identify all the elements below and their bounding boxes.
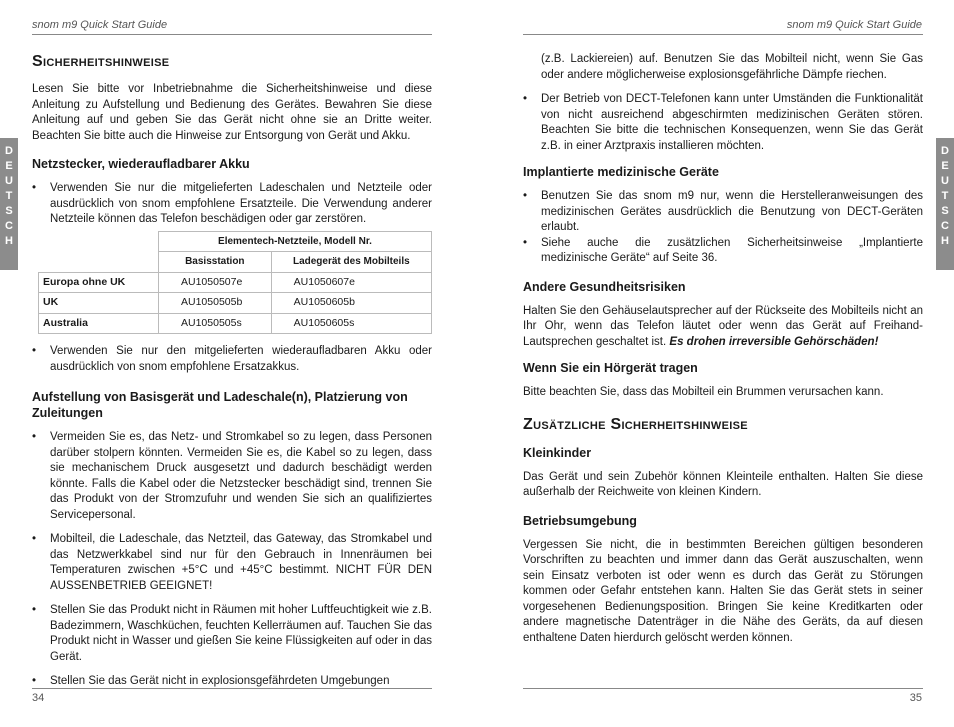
tab-letter: E <box>5 160 13 172</box>
tab-letter: C <box>5 220 13 232</box>
heading-setup: Aufstellung von Basisgerät und Ladeschale(n), Platzierung von Zuleitungen <box>32 390 408 420</box>
footer-rule <box>32 688 432 689</box>
tab-letter: E <box>941 160 949 172</box>
heading-medical: Implantierte medizinische Geräte <box>523 165 719 179</box>
power-supply-table <box>38 231 432 335</box>
right-content <box>523 52 923 646</box>
setup-list <box>32 430 432 690</box>
language-tab-right <box>936 138 954 270</box>
list-item: • Vermeiden Sie es, das Netz- und Stromkabel so zu legen, dass Personen darüber stolpern könnten. Vermeiden Sie es, die Kabel so zu legen, dass sie mechanischem Druck ausgesetzt und dadurch beschädigt werden könnte. Falls die Kabel oder die Netzstecker beschädigt sind, trennen Sie das Produkt von der Stromzufuhr und wenden Sie sich an qualifiziertes Servicepersonal. <box>32 430 432 523</box>
table-row <box>39 293 432 314</box>
tab-letter: S <box>941 205 949 217</box>
tab-letter: U <box>5 175 13 187</box>
table-row <box>39 313 432 334</box>
section-title: Sicherheitshinweise <box>32 53 170 70</box>
table-caption: Elementech-Netzteile, Modell Nr. <box>159 231 432 252</box>
table-row <box>39 272 432 293</box>
running-header-left: snom m9 Quick Start Guide <box>32 19 168 31</box>
power-list <box>32 181 432 228</box>
list-item: • Siehe auche die zusätzlichen Sicherheitsinweise „Implantierte medizinische Geräte“ auf Seite 36. <box>523 236 923 267</box>
page-number-right: 35 <box>909 692 922 704</box>
tab-letter: H <box>941 235 949 247</box>
power-list-2 <box>32 344 432 375</box>
tab-letter: D <box>941 145 949 157</box>
list-item: • Stellen Sie das Produkt nicht in Räumen mit hoher Luftfeuchtigkeit wie z.B. Badezimmern, Waschküchen, feuchten Kellerräumen auf. Tauchen Sie das Produkt nicht in Wasser und gießen Sie keine Flüssigkeiten auf oder in das Gerät. <box>32 603 432 665</box>
medical-list <box>523 189 923 267</box>
cell-charger: AU1050607e <box>271 272 431 293</box>
tab-letter: C <box>941 220 949 232</box>
cell-base: AU1050505s <box>159 313 272 334</box>
kids-paragraph: Das Gerät und sein Zubehör können Kleinteile enthalten. Halten Sie diese außerhalb der Reichweite von kleinen Kindern. <box>523 470 923 498</box>
right-page <box>477 0 954 727</box>
header-rule <box>523 34 923 35</box>
list-item: • Verwenden Sie nur den mitgelieferten wiederaufladbaren Akku oder ausdrücklich von snom empfohlene Ersatzakkus. <box>32 344 432 375</box>
list-item: • Der Betrieb von DECT-Telefonen kann unter Umständen die Funktionalität von nicht ausreichend abgeschirmten medizinischen Geräten stören. Beachten Sie bitte die technischen Konsequenzen, wenn Sie das Gerät z.B. in einer Arztpraxis installieren möchten. <box>523 92 923 154</box>
cell-base: AU1050505b <box>159 293 272 314</box>
heading-power: Netzstecker, wiederaufladbarer Akku <box>32 157 250 171</box>
health-warning: Es drohen irreversible Gehörschäden! <box>669 335 879 348</box>
heading-environment: Betriebsumgebung <box>523 513 637 528</box>
table-header-charger: Ladegerät des Mobilteils <box>271 252 431 273</box>
heading-hearing: Wenn Sie ein Hörgerät tragen <box>523 361 698 375</box>
environment-paragraph: Vergessen Sie nicht, die in bestimmten Bereichen gültigen besonderen Vorschriften zu beachten und immer dann das Gerät auszuschalten, wenn sein Einsatz verboten ist oder wenn es durch das Gerät zu Störungen kommen oder Gefahr entstehen kann. Halten Sie das Gerät stets in seiner vorgesehenen Bedienungsposition. Bringen Sie keine Kreditkarten oder andere magnetische Datenträger in die Nähe des Geräts, da auf diesen enthaltene Daten hierdurch gelöscht werden können. <box>523 538 923 644</box>
hearing-paragraph: Bitte beachten Sie, dass das Mobilteil ein Brummen verursachen kann. <box>523 386 884 398</box>
tab-letter: S <box>5 205 13 217</box>
cell-charger: AU1050605s <box>271 313 431 334</box>
page-number-left: 34 <box>32 692 45 704</box>
health-text: Halten Sie den Gehäuselautsprecher auf der Rückseite des Mobilteils nicht an Ihr Ohr, wenn das Telefon läutet oder wenn das Gerät auf Freihand-Lautsprechen geschaltet ist. <box>523 304 923 348</box>
section-title-2: Zusätzliche Sicherheitshinweise <box>523 415 748 433</box>
continued-paragraph: (z.B. Lackiereien) auf. Benutzen Sie das Mobilteil nicht, wenn Sie Gas oder andere möglicherweise explosionsgefährliche Dämpfe riechen. <box>541 53 923 81</box>
row-label: Europa ohne UK <box>39 272 159 293</box>
language-tab-left <box>0 138 18 270</box>
tab-letter: T <box>5 190 13 202</box>
list-item: • Mobilteil, die Ladeschale, das Netzteil, das Gateway, das Stromkabel und das Netzwerkkabel sind nur für den Gebrauch in Innenräumen bei Temperaturen zwischen +5°C und +45°C bestimmt. NICHT FÜR DEN AUSSENBETRIEB GEEIGNET! <box>32 532 432 594</box>
footer-rule <box>523 688 923 689</box>
intro-paragraph: Lesen Sie bitte vor Inbetriebnahme die Sicherheitshinweise und diese Anleitung zu Aufstellung und Bedienung des Gerätes. Bewahren Sie diese Anleitung auf und geben Sie das Gerät nicht ohne sie an Dritte weiter. Beachten Sie bitte auch die Hinweise zur Entsorgung von Gerät und Akku. <box>32 83 432 142</box>
list-item: • Benutzen Sie das snom m9 nur, wenn die Herstelleranweisungen des medizinischen Gerätes ausdrücklich die Benutzung von DECT-Geräten erlaubt. <box>523 189 923 236</box>
cell-base: AU1050507e <box>159 272 272 293</box>
tab-letter: U <box>941 175 949 187</box>
heading-kids: Kleinkinder <box>523 445 592 460</box>
tab-letter: D <box>5 145 13 157</box>
health-paragraph <box>523 304 923 351</box>
running-header-right: snom m9 Quick Start Guide <box>786 19 922 31</box>
list-item: • Stellen Sie das Gerät nicht in explosionsgefährdeten Umgebungen <box>32 674 432 690</box>
tab-letter: H <box>5 235 13 247</box>
cell-charger: AU1050605b <box>271 293 431 314</box>
tab-letter: T <box>941 190 949 202</box>
left-content <box>32 52 432 699</box>
dect-list <box>523 92 923 154</box>
row-label: UK <box>39 293 159 314</box>
table-header-base: Basisstation <box>159 252 272 273</box>
heading-health: Andere Gesundheitsrisiken <box>523 279 686 294</box>
list-item: • Verwenden Sie nur die mitgelieferten Ladeschalen und Netzteile oder ausdrücklich von snom empfohlene Ersatzteile. Die Verwendung anderer Netzteile können das Telefon beschädigen oder gar zerstören. <box>32 181 432 228</box>
row-label: Australia <box>39 313 159 334</box>
header-rule <box>32 34 432 35</box>
